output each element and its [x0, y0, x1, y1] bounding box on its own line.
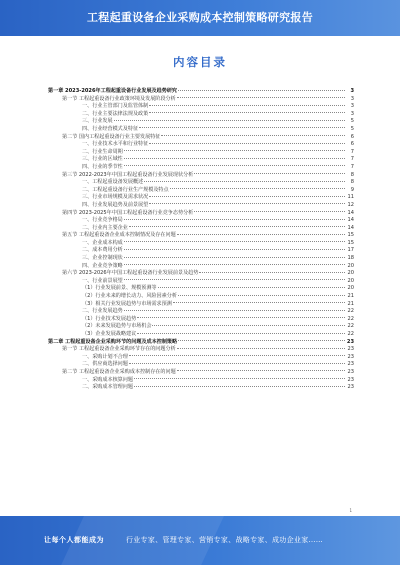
toc-section-entry[interactable]: [48, 208, 354, 216]
toc-entry-page: 14: [347, 209, 354, 216]
toc-subsection-entry[interactable]: [48, 375, 354, 383]
toc-subsection-entry[interactable]: [48, 314, 354, 322]
toc-leader-dots: [124, 154, 345, 159]
toc-chapter-entry[interactable]: [48, 86, 354, 94]
toc-subsection-entry[interactable]: [48, 109, 354, 117]
toc-entry-title: 二、行业生命周期: [82, 148, 123, 155]
toc-leader-dots: [194, 208, 345, 213]
toc-entry-page: 5: [350, 118, 354, 124]
toc-subsection-entry[interactable]: [48, 306, 354, 314]
toc-entry-page: 20: [347, 285, 354, 292]
toc-leader-dots: [194, 170, 345, 175]
toc-entry-title: 一、行业竞争格局: [82, 217, 123, 223]
toc-entry-title: 四、企业竞争策略: [82, 262, 123, 269]
toc-entry-title: 二、工程起重设备行业生产规模及特点: [82, 186, 169, 193]
toc-entry-title: 第一章 2023-2026年工程起重设备行业发展及趋势研究: [48, 88, 178, 94]
toc-entry-title: 二、采购成本管理问题: [82, 384, 133, 390]
toc-entry-page: 21: [347, 293, 354, 299]
toc-entry-title: （3）相关行业发展趋势与市场需求预测: [82, 300, 172, 307]
toc-leader-dots: [144, 177, 345, 182]
toc-leader-dots: [161, 132, 345, 137]
toc-entry-title: 第二章 工程起重设备企业采购环节的问题及成本控制策略: [48, 338, 178, 345]
toc-entry-title: 第二节 国内工程起重设备行业主要发展特征: [62, 133, 161, 140]
toc-entry-title: 四、行业发展趋势及前景展望: [82, 201, 149, 208]
toc-leader-dots: [139, 124, 345, 129]
toc-entry-title: 二、供应商选择问题: [82, 361, 128, 367]
toc-leader-dots: [124, 245, 345, 250]
toc-entry-title: 二、行业内主要企业: [82, 224, 128, 231]
toc-subsection-entry[interactable]: [48, 299, 354, 307]
toc-leader-dots: [149, 139, 345, 144]
toc-entry-title: 一、行业前景展望: [82, 277, 123, 284]
table-of-contents: [48, 86, 354, 390]
toc-entry-page: 6: [350, 141, 354, 147]
footer-slogan: 让每个人都能成为: [44, 536, 104, 544]
toc-entry-page: 23: [347, 384, 354, 390]
toc-leader-dots: [134, 375, 345, 380]
toc-entry-title: 第二节 工程起重设备企业采购成本控制存在的问题: [62, 368, 176, 375]
toc-entry-title: 四、行业经营模式及特征: [82, 125, 139, 132]
toc-entry-title: 二、行业主要法律法规及政策: [82, 110, 149, 117]
toc-entry-page: 22: [347, 323, 354, 329]
toc-subsection-entry[interactable]: [48, 162, 354, 170]
toc-subsection-entry[interactable]: [48, 147, 354, 155]
toc-leader-dots: [170, 185, 345, 190]
toc-subsection-entry[interactable]: [48, 359, 354, 367]
toc-subsection-entry[interactable]: [48, 192, 354, 200]
toc-subsection-entry[interactable]: [48, 124, 354, 132]
toc-entry-page: 3: [350, 88, 354, 94]
toc-leader-dots: [124, 306, 345, 311]
toc-leader-dots: [129, 352, 345, 357]
toc-subsection-entry[interactable]: [48, 245, 354, 253]
toc-leader-dots: [124, 162, 345, 167]
toc-leader-dots: [124, 253, 345, 258]
toc-subsection-entry[interactable]: [48, 261, 354, 269]
toc-subsection-entry[interactable]: [48, 352, 354, 360]
toc-leader-dots: [124, 261, 345, 266]
toc-entry-title: 一、采购成本核算问题: [82, 376, 133, 383]
toc-subsection-entry[interactable]: [48, 382, 354, 390]
toc-entry-title: 二、成本费用分析: [82, 247, 123, 254]
toc-entry-page: 15: [347, 232, 354, 238]
toc-entry-title: 一、工程起重设备发展概述: [82, 179, 144, 185]
toc-leader-dots: [173, 299, 345, 304]
toc-entry-page: 20: [347, 277, 354, 284]
toc-entry-page: 3: [350, 110, 354, 117]
toc-leader-dots: [124, 276, 345, 281]
toc-entry-title: （3）企业发展战略建议: [82, 331, 137, 337]
toc-entry-title: （2）未来发展趋势与市场机会: [82, 323, 152, 329]
toc-leader-dots: [177, 367, 345, 372]
footer-banner: [0, 516, 400, 565]
toc-entry-title: 三、行业发展: [82, 118, 113, 124]
toc-entry-title: 第六节 2023-2026年中国工程起重设备行业发展前景及趋势: [62, 270, 199, 276]
toc-leader-dots: [149, 192, 345, 197]
page-number: 1: [349, 508, 352, 513]
toc-entry-title: （1）行业技术发展趋势: [82, 315, 137, 322]
toc-leader-dots: [178, 337, 345, 342]
toc-subsection-entry[interactable]: [48, 139, 354, 147]
toc-leader-dots: [137, 329, 345, 334]
toc-entry-page: 14: [347, 217, 354, 223]
toc-entry-page: 22: [347, 308, 354, 314]
toc-entry-page: 9: [350, 186, 354, 193]
toc-entry-page: 14: [347, 224, 354, 231]
toc-entry-page: 5: [350, 125, 354, 132]
toc-entry-title: 第一节 工程起重设备企业采购环节存在的问题分析: [62, 346, 176, 352]
toc-leader-dots: [124, 147, 345, 152]
footer-tagline: 行业专家、管理专家、营销专家、战略专家、成功企业家……: [126, 536, 324, 544]
report-title: 工程起重设备企业采购成本控制策略研究报告: [87, 11, 313, 24]
toc-section-entry[interactable]: [48, 170, 354, 178]
toc-entry-title: 三、企业控制现状: [82, 255, 123, 261]
toc-entry-title: 四、行业的季节性: [82, 163, 123, 170]
toc-entry-page: 23: [347, 368, 354, 375]
toc-subsection-entry[interactable]: [48, 253, 354, 261]
toc-section-entry[interactable]: [48, 132, 354, 140]
toc-entry-page: 7: [350, 156, 354, 162]
toc-entry-page: 3: [350, 103, 354, 109]
toc-leader-dots: [149, 109, 345, 114]
toc-entry-page: 7: [350, 148, 354, 155]
toc-entry-page: 22: [347, 315, 354, 322]
toc-entry-page: 6: [350, 133, 354, 140]
toc-subsection-entry[interactable]: [48, 223, 354, 231]
toc-leader-dots: [134, 382, 345, 387]
toc-subsection-entry[interactable]: [48, 200, 354, 208]
toc-leader-dots: [177, 344, 345, 349]
toc-entry-title: 第四节 2023-2025年中国工程起重设备行业竞争态势分析: [62, 209, 194, 216]
toc-leader-dots: [199, 268, 345, 273]
toc-entry-page: 12: [347, 201, 354, 208]
toc-entry-title: 第五节 工程起重设备企业成本控制情况及存在问题: [62, 232, 176, 238]
toc-entry-title: （1）行业发展前景、规模预测等: [82, 285, 157, 292]
toc-entry-page: 21: [347, 300, 354, 307]
toc-entry-page: 23: [347, 361, 354, 367]
toc-leader-dots: [177, 230, 345, 235]
toc-entry-page: 3: [350, 95, 354, 102]
toc-section-entry[interactable]: [48, 367, 354, 375]
toc-entry-page: 23: [347, 376, 354, 383]
toc-entry-page: 7: [350, 163, 354, 170]
toc-subsection-entry[interactable]: [48, 276, 354, 284]
toc-entry-page: 22: [347, 331, 354, 337]
toc-entry-page: 23: [347, 346, 354, 352]
toc-entry-title: 第一节 工程起重设备行业政策环境及发展阶段分析: [62, 95, 176, 102]
toc-leader-dots: [114, 116, 345, 121]
toc-leader-dots: [177, 94, 345, 99]
toc-subsection-entry[interactable]: [48, 215, 354, 223]
toc-leader-dots: [152, 321, 345, 326]
toc-subsection-entry[interactable]: [48, 283, 354, 291]
toc-entry-title: 三、行业的区域性: [82, 156, 123, 162]
toc-section-entry[interactable]: [48, 344, 354, 352]
toc-leader-dots: [129, 223, 345, 228]
toc-subsection-entry[interactable]: [48, 154, 354, 162]
toc-leader-dots: [158, 283, 345, 288]
toc-entry-page: 23: [347, 353, 354, 360]
toc-entry-page: 8: [350, 179, 354, 185]
toc-entry-page: 8: [350, 171, 354, 178]
toc-entry-page: 17: [347, 247, 354, 254]
toc-subsection-entry[interactable]: [48, 238, 354, 246]
toc-entry-page: 18: [347, 255, 354, 261]
toc-leader-dots: [178, 86, 345, 91]
toc-heading: 内容目录: [173, 55, 227, 69]
toc-entry-title: （2）行业未来的增长动力、风险因素分析: [82, 293, 177, 299]
toc-subsection-entry[interactable]: [48, 177, 354, 185]
toc-entry-title: 二、行业发展趋势: [82, 308, 123, 314]
toc-entry-title: 一、企业成本构成: [82, 239, 123, 246]
toc-subsection-entry[interactable]: [48, 116, 354, 124]
toc-section-entry[interactable]: [48, 94, 354, 102]
toc-entry-title: 一、行业技术水平和行业特征: [82, 141, 149, 147]
toc-leader-dots: [149, 101, 345, 106]
toc-entry-page: 11: [347, 194, 354, 200]
toc-section-entry[interactable]: [48, 230, 354, 238]
toc-chapter-entry[interactable]: [48, 337, 354, 345]
toc-leader-dots: [137, 314, 345, 319]
toc-leader-dots: [149, 200, 345, 205]
toc-subsection-entry[interactable]: [48, 185, 354, 193]
toc-entry-page: 20: [347, 262, 354, 269]
toc-subsection-entry[interactable]: [48, 101, 354, 109]
toc-entry-page: 23: [346, 338, 354, 345]
toc-leader-dots: [129, 359, 345, 364]
toc-leader-dots: [124, 215, 345, 220]
toc-entry-page: 15: [347, 239, 354, 246]
toc-leader-dots: [124, 238, 345, 243]
toc-leader-dots: [178, 291, 345, 296]
header-banner: [0, 0, 400, 36]
toc-entry-title: 一、采购计划不合理: [82, 353, 128, 360]
toc-entry-title: 一、行业主管部门及监管体制: [82, 103, 149, 109]
toc-subsection-entry[interactable]: [48, 329, 354, 337]
toc-section-entry[interactable]: [48, 268, 354, 276]
toc-subsection-entry[interactable]: [48, 291, 354, 299]
toc-subsection-entry[interactable]: [48, 321, 354, 329]
toc-entry-page: 20: [347, 270, 354, 276]
toc-entry-title: 第三节 2022-2023年中国工程起重设备行业发展现状分析: [62, 171, 194, 178]
toc-entry-title: 三、行业市场规模及需求状况: [82, 194, 149, 200]
